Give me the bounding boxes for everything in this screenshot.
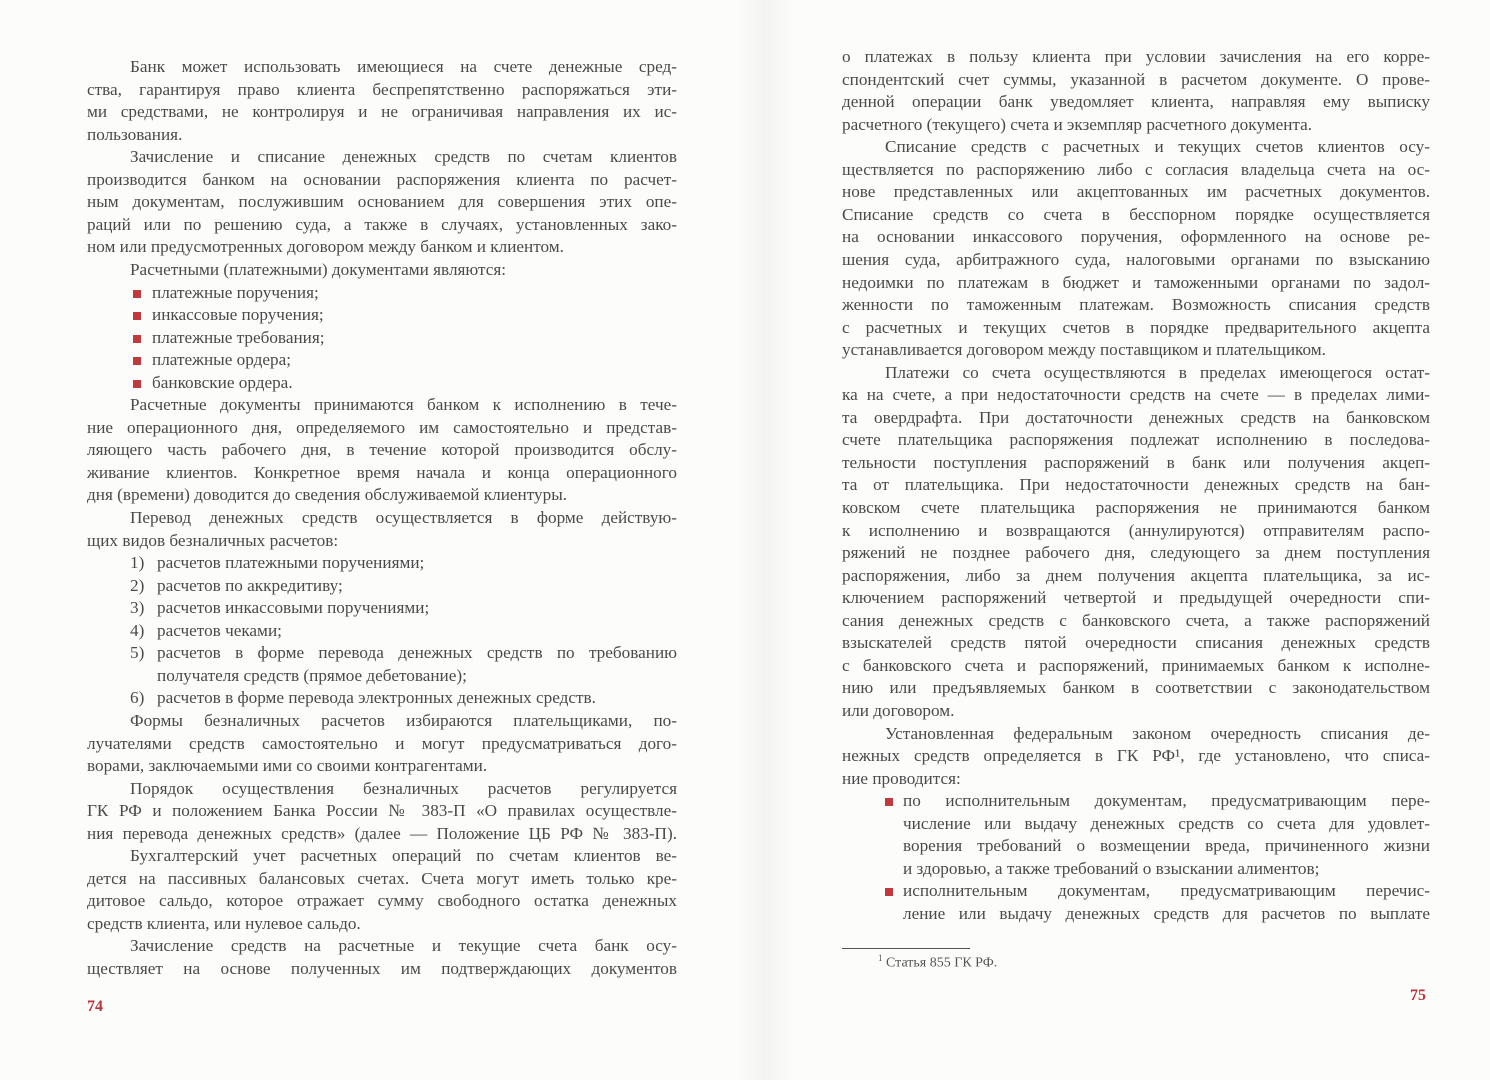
numbered-list-item	[130, 597, 677, 619]
text-line	[87, 214, 677, 236]
text-line	[842, 587, 1430, 609]
text-line	[130, 394, 677, 416]
line-text: дитовое сальдо, которое отражает сумму свободного остатка денежных	[87, 891, 677, 911]
line-text: ворами, заключаемыми ими со своими контрагентами.	[87, 756, 488, 776]
line-text: исполнительным документам, предусматривающим перечис-	[903, 881, 1430, 901]
bullet-list-item	[152, 372, 677, 394]
list-number: 1)	[130, 553, 145, 573]
line-text: шения суда, арбитражного суда, налоговыми органами по взысканию	[842, 249, 1430, 269]
text-line	[842, 565, 1430, 587]
text-line	[130, 710, 677, 732]
line-text: та овердрафта. При достаточности денежных средств на банковском	[842, 407, 1430, 427]
bullet-marker-icon	[133, 312, 141, 320]
text-line	[842, 407, 1430, 429]
text-line	[87, 462, 677, 484]
text-line	[842, 46, 1430, 68]
line-text: Бухгалтерский учет расчетных операций по счетам клиентов ве-	[130, 846, 677, 866]
left-page	[87, 0, 677, 1080]
line-text: инкассовые поручения;	[152, 305, 324, 325]
text-line	[130, 56, 677, 78]
bullet-list-item	[152, 349, 677, 371]
text-line	[87, 124, 677, 146]
line-text: лучателями средств самостоятельно и могут предусматриваться дого-	[87, 733, 677, 753]
text-line	[842, 272, 1430, 294]
list-number: 2)	[130, 575, 145, 595]
footnote-text: Статья 855 ГК РФ.	[886, 955, 998, 971]
text-line	[87, 169, 677, 191]
text-line	[842, 114, 1430, 136]
text-line	[87, 191, 677, 213]
line-text: Порядок осуществления безналичных расчетов регулируется	[130, 778, 677, 798]
text-line	[842, 249, 1430, 271]
text-line	[87, 236, 677, 258]
text-line	[842, 339, 1430, 361]
text-line	[87, 913, 677, 935]
bullet-marker-icon	[885, 798, 893, 806]
text-line	[87, 439, 677, 461]
line-text: ключением распоряжений четвертой и предыдущей очередности спи-	[842, 588, 1430, 608]
line-text: Зачисление средств на расчетные и текущие счета банк осу-	[130, 936, 677, 956]
text-line	[842, 542, 1430, 564]
line-text: Расчетными (платежными) документами являются:	[130, 259, 507, 279]
line-text: и здоровью, а также требований о взыскании алиментов;	[903, 858, 1320, 878]
text-line	[842, 677, 1430, 699]
bullet-list-item	[152, 304, 677, 326]
bullet-list-item	[903, 880, 1430, 902]
line-text: с банковского счета и распоряжений, принимаемых банком к исполне-	[842, 655, 1430, 675]
text-line	[842, 520, 1430, 542]
text-line	[87, 755, 677, 777]
line-text: женности по таможенным платежам. Возможность списания средств	[842, 295, 1430, 315]
line-text: Платежи со счета осуществляются в пределах имеющегося остат-	[885, 362, 1430, 382]
line-text: с расчетных и текущих счетов в порядке предварительного акцепта	[842, 317, 1430, 337]
line-text: ГК РФ и положением Банка России № 383-П «О правилах осуществле-	[87, 801, 677, 821]
line-text: платежные требования;	[152, 327, 325, 347]
line-text: денной операции банк уведомляет клиента, направляя ему выписку	[842, 92, 1430, 112]
line-text: производится банком на основании распоряжения клиента по расчет-	[87, 169, 677, 189]
line-text: тельности поступления распоряжений в банк или получения акцеп-	[842, 452, 1430, 472]
text-line	[842, 91, 1430, 113]
bullet-list-item	[903, 790, 1430, 812]
line-text: или договором.	[842, 700, 955, 720]
numbered-list-item	[130, 620, 677, 642]
text-line	[842, 384, 1430, 406]
text-line	[842, 159, 1430, 181]
footnote-divider	[842, 948, 970, 949]
line-text: ния перевода денежных средств» (далее — Положение ЦБ РФ № 383-П).	[87, 823, 677, 843]
line-text: Перевод денежных средств осуществляется в форме действую-	[130, 508, 677, 527]
text-line	[842, 294, 1430, 316]
text-line	[130, 146, 677, 168]
line-text: ковском счете плательщика распоряжения не принимаются банком	[842, 498, 1430, 517]
text-line	[842, 181, 1430, 203]
text-line	[842, 317, 1430, 339]
text-line	[130, 507, 677, 529]
text-line	[885, 362, 1430, 384]
text-line	[130, 935, 677, 957]
text-line	[903, 835, 1430, 857]
line-text: расчетов в форме перевода денежных средств по требованию	[157, 643, 677, 663]
text-line	[903, 858, 1430, 880]
text-line	[842, 452, 1430, 474]
text-line	[842, 497, 1430, 519]
line-text: средств клиента, или нулевое сальдо.	[87, 913, 361, 933]
list-number: 3)	[130, 598, 145, 618]
page-number-left: 74	[87, 998, 103, 1015]
line-text: ление или выдачу денежных средств для расчетов по выплате	[903, 903, 1430, 923]
bullet-marker-icon	[885, 888, 893, 896]
line-text: ка на счете, а при недостаточности средств на счете — в пределах лими-	[842, 385, 1430, 405]
line-text: расчетов чеками;	[157, 620, 282, 640]
line-text: платежные поручения;	[152, 282, 319, 302]
line-text: Формы безналичных расчетов избираются плательщиками, по-	[130, 710, 677, 730]
text-line	[87, 417, 677, 439]
text-line	[842, 655, 1430, 677]
line-text: щих видов безналичных расчетов:	[87, 530, 339, 550]
line-text: на основании инкассового поручения, оформленного на основе ре-	[842, 227, 1430, 247]
text-line	[87, 484, 677, 506]
line-text: платежные ордера;	[152, 350, 291, 370]
line-text: счете плательщика распоряжения подлежат исполнению в последова-	[842, 430, 1430, 450]
text-line	[87, 79, 677, 101]
text-line	[903, 813, 1430, 835]
line-text: Расчетные документы принимаются банком к исполнению в тече-	[130, 395, 677, 415]
text-line	[130, 845, 677, 867]
text-line	[885, 723, 1430, 745]
line-text: расчетов платежными поручениями;	[157, 553, 425, 573]
line-text: та от плательщика. При недостаточности денежных средств на бан-	[842, 475, 1430, 495]
footnote	[878, 953, 997, 972]
line-text: ляющего часть рабочего дня, в течение которой производится обслу-	[87, 440, 677, 460]
line-text: расчетов в форме перевода электронных денежных средств.	[157, 688, 596, 708]
line-text: нию или предъявляемых банком в соответствии с законодательством	[842, 678, 1430, 698]
text-line	[842, 474, 1430, 496]
numbered-list-item	[130, 687, 677, 709]
line-text: ние операционного дня, определяемого им самостоятельно и представ-	[87, 417, 677, 437]
bullet-list-item	[152, 282, 677, 304]
line-text: Установленная федеральным законом очередность списания де-	[885, 723, 1430, 743]
line-text: сания денежных средств с банковского счета, а также распоряжений	[842, 610, 1430, 630]
numbered-list-item	[130, 642, 677, 664]
line-text: Списание средств со счета в бесспорном порядке осуществляется	[842, 204, 1430, 224]
line-text: ми средствами, не контролируя и не ограничивая направления их ис-	[87, 102, 677, 122]
text-line	[842, 226, 1430, 248]
line-text: Банк может использовать имеющиеся на счете денежные сред-	[130, 57, 677, 76]
text-line	[885, 136, 1430, 158]
text-line	[130, 778, 677, 800]
line-text: Зачисление и списание денежных средств по счетам клиентов	[130, 147, 677, 167]
footnote-mark: 1	[878, 953, 883, 963]
numbered-list-item	[130, 552, 677, 574]
text-line	[87, 733, 677, 755]
line-text: ществляется по распоряжению либо с согласия владельца счета на ос-	[842, 159, 1430, 179]
text-line	[842, 610, 1430, 632]
line-text: ным документам, послужившим основанием для совершения этих опе-	[87, 192, 677, 212]
line-text: раций или по решению суда, а также в случаях, установленных зако-	[87, 214, 677, 234]
text-line	[842, 429, 1430, 451]
line-text: Списание средств с расчетных и текущих счетов клиентов осу-	[885, 137, 1430, 157]
bullet-marker-icon	[133, 290, 141, 298]
line-text: о платежах в пользу клиента при условии зачисления на его корре-	[842, 47, 1430, 66]
text-line	[130, 259, 677, 281]
list-number: 5)	[130, 643, 145, 663]
line-text: спондентский счет суммы, указанной в расчетом документе. О прове-	[842, 69, 1430, 89]
line-text: к исполнению и возвращаются (аннулируются) отправителям распо-	[842, 520, 1430, 540]
text-line	[87, 530, 677, 552]
line-text: пользования.	[87, 124, 183, 144]
line-text: расчетов инкассовыми поручениями;	[157, 598, 430, 618]
line-text: нежных средств определяется в ГК РФ¹, где установлено, что списа-	[842, 746, 1430, 766]
line-text: взыскателей средств пятой очередности списания денежных средств	[842, 633, 1430, 653]
line-text: по исполнительным документам, предусматривающим пере-	[903, 791, 1430, 811]
text-line	[87, 868, 677, 890]
line-text: устанавливается договором между поставщиком и плательщиком.	[842, 340, 1326, 360]
line-text: получателя средств (прямое дебетование);	[157, 665, 467, 685]
text-line	[842, 69, 1430, 91]
line-text: банковские ордера.	[152, 372, 293, 392]
bullet-marker-icon	[133, 357, 141, 365]
bullet-list-item	[152, 327, 677, 349]
line-text: ства, гарантируя право клиента беспрепятственно распоряжаться эти-	[87, 79, 677, 99]
line-text: ществляет на основе полученных им подтверждающих документов	[87, 959, 677, 978]
text-line	[842, 700, 1430, 722]
text-line	[842, 632, 1430, 654]
list-number: 6)	[130, 688, 145, 708]
line-text: живание клиентов. Конкретное время начала и конца операционного	[87, 462, 677, 482]
page-number-right: 75	[1410, 987, 1426, 1004]
line-text: ворения требований о возмещении вреда, причиненного жизни	[903, 836, 1430, 856]
line-text: ряжений не позднее рабочего дня, следующего за днем поступления	[842, 543, 1430, 563]
text-line	[87, 958, 677, 980]
right-page	[842, 0, 1430, 1080]
bullet-marker-icon	[133, 380, 141, 388]
bullet-marker-icon	[133, 335, 141, 343]
line-text: ние проводится:	[842, 768, 961, 788]
numbered-list-item	[130, 575, 677, 597]
line-text: ном или предусмотренных договором между банком и клиентом.	[87, 237, 564, 257]
text-line	[842, 745, 1430, 767]
text-line	[87, 101, 677, 123]
line-text: распоряжения, либо за днем получения акцепта плательщика, за ис-	[842, 565, 1430, 585]
line-text: дня (времени) доводится до сведения обслуживаемой клиентуры.	[87, 485, 568, 505]
text-line	[903, 903, 1430, 925]
text-line	[842, 768, 1430, 790]
line-text: нове представленных или акцептованных им расчетных документов.	[842, 182, 1430, 202]
text-line	[842, 204, 1430, 226]
book-spine	[735, 0, 795, 1080]
numbered-list-item	[157, 665, 677, 687]
line-text: числение или выдачу денежных средств со счета для удовлет-	[903, 813, 1430, 833]
text-line	[87, 800, 677, 822]
text-line	[87, 890, 677, 912]
line-text: расчетного (текущего) счета и экземпляр расчетного документа.	[842, 114, 1313, 134]
line-text: дется на пассивных балансовых счетах. Счета могут иметь только кре-	[87, 868, 677, 888]
line-text: недоимки по платежам в бюджет и таможенными органами по задол-	[842, 272, 1430, 292]
text-line	[87, 823, 677, 845]
list-number: 4)	[130, 620, 145, 640]
line-text: расчетов по аккредитиву;	[157, 575, 343, 595]
